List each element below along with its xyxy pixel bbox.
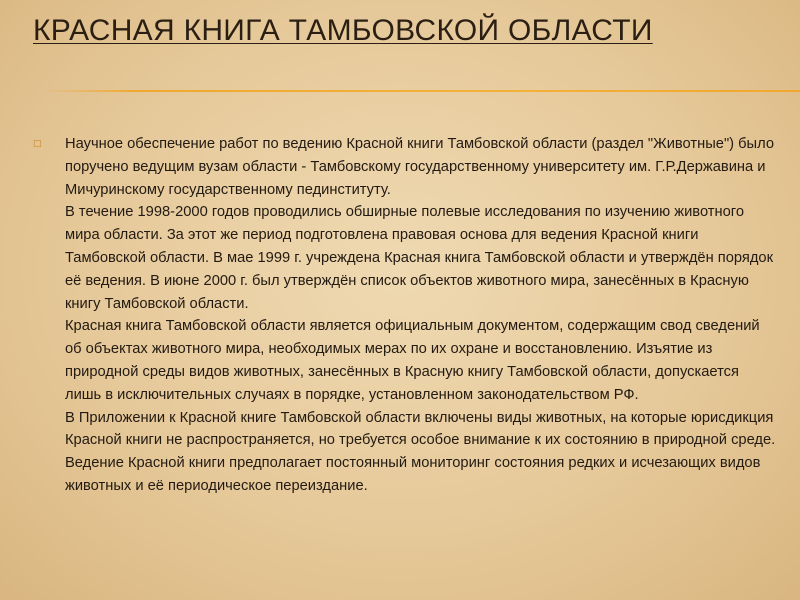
slide-title: КРАСНАЯ КНИГА ТАМБОВСКОЙ ОБЛАСТИ <box>33 14 653 47</box>
bullet-text <box>65 133 778 498</box>
paragraph-2: В течение 1998-2000 годов проводились обширные полевые исследования по изучению животного мира области. За этот же период подготовлена правовая основа для ведения Красной книги Тамбовской области. В мае 1999 г. учреждена Красная книга Тамбовской области и утверждён порядок её ведения. В июне 2000 г. был утверждён список объектов животного мира, занесённых в Красную книгу Тамбовской области. <box>65 204 774 312</box>
paragraph-3: Красная книга Тамбовской области является официальным документом, содержащим свод сведений об объектах животного мира, необходимых мерах по их охране и восстановлению. Изъятие из природной среды видов животных, занесённых в Красную книгу Тамбовской области, допускается лишь в исключительных случаях в порядке, установленном законодательством РФ. <box>65 318 760 403</box>
paragraph-4: В Приложении к Красной книге Тамбовской области включены виды животных, на которые юрисдикция Красной книги не распространяется, но требуется особое внимание к их состоянию в природной среде. Ведение Красной книги предполагает постоянный мониторинг состояния редких и исчезающих видов животных и её периодическое переиздание. <box>65 409 776 494</box>
title-divider <box>43 90 800 92</box>
paragraph-1: Научное обеспечение работ по ведению Красной книги Тамбовской области (раздел "Животные") было поручено ведущим вузам области - Тамбовскому государственному университету им. Г.Р.Державина и Мичуринскому государственному пединституту. <box>65 136 774 198</box>
bullet-item <box>33 133 778 498</box>
slide-body <box>33 133 778 498</box>
hollow-square-bullet-icon: □ <box>33 139 42 149</box>
